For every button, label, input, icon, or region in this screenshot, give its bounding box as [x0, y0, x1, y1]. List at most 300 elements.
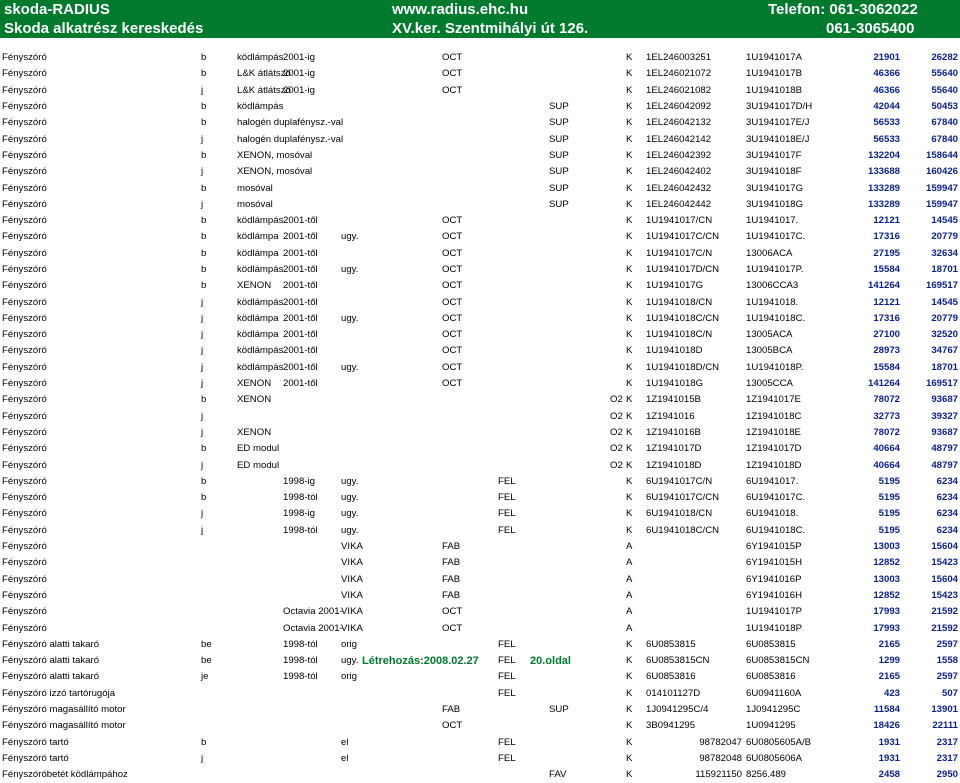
price-gross-cell: 2317	[936, 752, 958, 764]
side-cell: j	[201, 84, 204, 96]
description-cell: ködlámpás	[237, 101, 284, 113]
model-2-cell	[496, 294, 547, 310]
year-cell	[281, 751, 339, 767]
quality-cell	[339, 50, 440, 66]
model-1-cell	[440, 131, 496, 147]
side-cell	[199, 620, 235, 636]
model-2-cell	[496, 572, 547, 588]
price-gross-cell: 160426	[925, 166, 958, 178]
description-cell	[235, 539, 281, 555]
model-4-cell	[608, 262, 624, 278]
part-name-cell: Fényszóró	[2, 361, 47, 373]
model-2-cell	[496, 197, 547, 213]
year-cell	[281, 180, 339, 196]
model-4-cell	[608, 278, 624, 294]
table-row	[0, 425, 960, 441]
model-1-cell	[440, 148, 496, 164]
price-net-cell: 2165	[878, 638, 900, 650]
model-1-cell: OCT	[442, 345, 463, 357]
model-1-cell: OCT	[442, 312, 463, 324]
model-3-cell: FAV	[549, 769, 567, 781]
oem-number-cell: 014101127D	[646, 687, 701, 699]
side-cell: je	[201, 671, 209, 683]
model-2-cell	[496, 115, 547, 131]
price-net-cell: 18426	[873, 720, 900, 732]
model-3-cell	[547, 246, 608, 262]
description-cell: ködlámpás	[237, 52, 284, 64]
description-cell: ködlámpás	[237, 215, 284, 227]
table-row	[0, 278, 960, 294]
description-cell: ködlámpa	[237, 329, 279, 341]
quality-cell	[339, 115, 440, 131]
side-cell: j	[201, 361, 204, 373]
model-4-cell	[608, 343, 624, 359]
year-cell: Octavia 2001-	[283, 622, 343, 634]
description-cell	[235, 620, 281, 636]
table-row	[0, 246, 960, 262]
table-row	[0, 702, 960, 718]
model-1-cell	[440, 637, 496, 653]
model-4-cell: O2	[610, 459, 623, 471]
side-cell: j	[201, 329, 204, 341]
model-3-cell	[547, 572, 608, 588]
oem-number-cell: 6U1941018/CN	[646, 508, 713, 520]
model-2-cell	[496, 99, 547, 115]
quality-cell	[339, 213, 440, 229]
price-net-cell: 5195	[878, 475, 900, 487]
table-row	[0, 50, 960, 66]
part-name-cell: Fényszóró	[2, 475, 47, 487]
price-gross-cell: 32634	[931, 247, 958, 259]
part-number-cell: 1U1941018P	[746, 622, 803, 634]
quality-cell	[339, 376, 440, 392]
description-cell: XENON, mosóval	[237, 149, 313, 161]
part-name-cell: Fényszóró	[2, 524, 47, 536]
quality-cell: VIKA	[341, 573, 363, 585]
part-name-cell: Fényszóró	[2, 166, 47, 178]
model-3-cell	[547, 294, 608, 310]
oem-number-cell: 1U1941017/CN	[646, 215, 713, 227]
model-3-cell	[547, 637, 608, 653]
price-net-cell: 56533	[873, 133, 900, 145]
model-1-cell	[440, 115, 496, 131]
model-1-cell	[440, 751, 496, 767]
model-4-cell	[608, 327, 624, 343]
quality-cell	[339, 180, 440, 196]
year-cell	[281, 572, 339, 588]
model-2-cell	[496, 392, 547, 408]
price-gross-cell: 50453	[931, 101, 958, 113]
quality-cell: orig	[341, 671, 357, 683]
oem-number-cell: 6U0853816	[646, 671, 696, 683]
side-cell: j	[201, 459, 204, 471]
model-2-cell	[496, 441, 547, 457]
price-gross-cell: 169517	[925, 378, 958, 390]
year-cell: 2001-ig	[283, 52, 316, 64]
model-2-cell	[496, 180, 547, 196]
description-cell	[235, 604, 281, 620]
year-cell: 2001-től	[283, 296, 318, 308]
year-cell: 1998-ig	[283, 475, 316, 487]
price-gross-cell: 48797	[931, 459, 958, 471]
part-number-cell: 8256.489	[746, 769, 787, 781]
year-cell	[281, 425, 339, 441]
price-gross-cell: 2950	[936, 769, 958, 781]
part-number-cell: 1U1941018C.	[746, 312, 806, 324]
part-name-cell: Fényszóró	[2, 68, 47, 80]
oem-number-cell: 1U1941018G	[646, 378, 704, 390]
year-cell	[281, 588, 339, 604]
model-4-cell	[608, 83, 624, 99]
address: XV.ker. Szentmihályi út 126.	[392, 20, 589, 37]
oem-number-cell	[644, 572, 744, 588]
model-3-cell	[547, 555, 608, 571]
category-cell: K	[626, 752, 633, 764]
price-gross-cell: 169517	[925, 280, 958, 292]
part-name-cell: Fényszóró	[2, 573, 47, 585]
phone-number: Telefon: 061-3062022	[768, 1, 918, 18]
price-gross-cell: 6234	[936, 524, 958, 536]
category-cell: K	[626, 84, 633, 96]
price-net-cell: 141264	[867, 280, 900, 292]
oem-number-cell: 1U1941018/CN	[646, 296, 713, 308]
model-3-cell	[547, 604, 608, 620]
model-2-cell	[496, 604, 547, 620]
quality-cell: VIKA	[341, 622, 363, 634]
model-2-cell	[496, 376, 547, 392]
quality-cell	[339, 425, 440, 441]
model-2-cell	[496, 229, 547, 245]
price-net-cell: 28973	[873, 345, 900, 357]
table-row	[0, 441, 960, 457]
part-name-cell: Fényszóró	[2, 133, 47, 145]
model-4-cell	[608, 474, 624, 490]
description-cell	[235, 409, 281, 425]
category-cell: K	[626, 198, 633, 210]
description-cell: ED modul	[237, 459, 280, 471]
price-net-cell: 17316	[873, 312, 900, 324]
price-net-cell: 12121	[873, 296, 900, 308]
model-3-cell: SUP	[549, 133, 569, 145]
year-cell	[281, 409, 339, 425]
model-1-cell: OCT	[442, 84, 463, 96]
price-net-cell: 423	[883, 687, 900, 699]
oem-number-cell: 1EL246042432	[646, 182, 712, 194]
side-cell	[199, 539, 235, 555]
price-net-cell: 5195	[878, 508, 900, 520]
price-gross-cell: 55640	[931, 68, 958, 80]
oem-number-cell	[644, 620, 744, 636]
model-3-cell	[547, 83, 608, 99]
website-link[interactable]: www.radius.ehc.hu	[392, 1, 529, 18]
price-net-cell: 27100	[873, 329, 900, 341]
part-number-cell: 6U0853815CN	[746, 655, 810, 667]
price-gross-cell: 18701	[931, 264, 958, 275]
table-row	[0, 718, 960, 734]
side-cell: b	[201, 492, 207, 504]
model-2-cell	[496, 311, 547, 327]
price-net-cell: 17316	[873, 231, 900, 243]
price-net-cell: 2165	[878, 671, 900, 683]
price-net-cell: 32773	[873, 410, 900, 422]
oem-number-cell: 1U1941017G	[646, 280, 704, 292]
part-number-cell: 1U1941018P.	[746, 361, 804, 373]
quality-cell	[339, 718, 440, 734]
category-cell: K	[626, 215, 633, 227]
model-3-cell: SUP	[549, 198, 569, 210]
model-1-cell: OCT	[442, 622, 463, 634]
part-number-cell: 6U0941160A	[746, 687, 802, 699]
oem-number-cell	[644, 604, 744, 620]
category-cell: K	[626, 166, 633, 178]
price-net-cell: 46366	[873, 68, 900, 80]
description-cell: ködlámpás	[237, 264, 284, 275]
side-cell: b	[201, 475, 207, 487]
year-cell	[281, 734, 339, 750]
oem-number-cell: 1EL246042402	[646, 166, 712, 178]
year-cell: 1998-ig	[283, 508, 316, 520]
model-2-cell	[496, 555, 547, 571]
description-cell: ködlámpás	[237, 296, 284, 308]
description-cell: ködlámpa	[237, 312, 279, 324]
side-cell	[199, 718, 235, 734]
price-gross-cell: 55640	[931, 84, 958, 96]
oem-number-cell: 1EL246042142	[646, 133, 712, 145]
company-name: Skoda alkatrész kereskedés	[4, 20, 204, 37]
price-net-cell: 17993	[873, 606, 900, 618]
model-1-cell	[440, 180, 496, 196]
model-2-cell	[496, 262, 547, 278]
year-cell	[281, 718, 339, 734]
table-row	[0, 751, 960, 767]
model-2-cell	[496, 83, 547, 99]
table-row	[0, 767, 960, 783]
category-cell: K	[626, 671, 633, 683]
description-cell	[235, 572, 281, 588]
model-4-cell	[608, 588, 624, 604]
model-4-cell	[608, 50, 624, 66]
price-net-cell: 46366	[873, 84, 900, 96]
model-1-cell	[440, 686, 496, 702]
model-1-cell: OCT	[442, 329, 463, 341]
year-cell: 2001-től	[283, 247, 318, 259]
price-net-cell: 1931	[878, 752, 900, 764]
part-name-cell: Fényszóróbetét ködlámpához	[2, 769, 128, 781]
price-net-cell: 42044	[873, 101, 900, 113]
description-cell: L&K átlátszó	[237, 84, 291, 96]
model-1-cell: OCT	[442, 378, 463, 390]
description-cell	[235, 767, 281, 783]
model-4-cell	[608, 686, 624, 702]
part-number-cell: 6Y1941016H	[746, 589, 803, 601]
model-4-cell	[608, 653, 624, 669]
category-cell: K	[626, 361, 633, 373]
model-4-cell	[608, 213, 624, 229]
table-row	[0, 653, 960, 669]
part-name-cell: Fényszóró	[2, 492, 47, 504]
price-net-cell: 27195	[873, 247, 900, 259]
price-gross-cell: 2597	[936, 671, 958, 683]
oem-number-cell: 1Z1941015B	[646, 394, 701, 406]
part-number-cell: 3U1941018E/J	[746, 133, 810, 145]
year-cell	[281, 539, 339, 555]
year-cell: 1998-tól	[283, 671, 318, 683]
description-cell	[235, 474, 281, 490]
model-1-cell: FAB	[442, 557, 461, 569]
model-3-cell	[547, 523, 608, 539]
model-2-cell: FEL	[498, 524, 516, 536]
year-cell: 1998-tól	[283, 524, 318, 536]
side-cell	[199, 555, 235, 571]
category-cell: K	[626, 345, 633, 357]
part-number-cell: 1U1941018.	[746, 296, 799, 308]
part-name-cell: Fényszóró	[2, 622, 47, 634]
oem-number-cell: 98782047	[699, 736, 742, 748]
table-row	[0, 588, 960, 604]
model-1-cell: OCT	[442, 361, 463, 373]
table-row	[0, 572, 960, 588]
part-name-cell: Fényszóró	[2, 280, 47, 292]
part-number-cell: 3U1941017G	[746, 182, 804, 194]
side-cell: b	[201, 443, 207, 455]
part-name-cell: Fényszóró	[2, 589, 47, 601]
description-cell: ködlámpás	[237, 345, 284, 357]
table-row	[0, 734, 960, 750]
table-row	[0, 457, 960, 473]
model-2-cell	[496, 539, 547, 555]
price-gross-cell: 6234	[936, 492, 958, 504]
oem-number-cell	[644, 539, 744, 555]
model-1-cell: FAB	[442, 573, 461, 585]
table-row	[0, 539, 960, 555]
category-cell: A	[626, 557, 633, 569]
quality-cell: ugy.	[341, 655, 359, 667]
price-gross-cell: 32520	[931, 329, 958, 341]
price-net-cell: 5195	[878, 492, 900, 504]
model-4-cell	[608, 246, 624, 262]
model-3-cell	[547, 506, 608, 522]
quality-cell: orig	[341, 638, 357, 650]
price-gross-cell: 14545	[931, 296, 958, 308]
part-number-cell: 13006ACA	[746, 247, 793, 259]
part-name-cell: Fényszóró alatti takaró	[2, 655, 100, 667]
year-cell: 2001-től	[283, 312, 318, 324]
price-net-cell: 132204	[867, 149, 900, 161]
model-3-cell	[547, 392, 608, 408]
year-cell: Octavia 2001-	[283, 606, 343, 618]
model-4-cell	[608, 360, 624, 376]
category-cell: K	[626, 687, 633, 699]
model-3-cell	[547, 376, 608, 392]
part-name-cell: Fényszóró	[2, 296, 47, 308]
model-4-cell	[608, 99, 624, 115]
price-gross-cell: 158644	[925, 149, 958, 161]
model-2-cell	[496, 620, 547, 636]
category-cell: K	[626, 492, 633, 504]
quality-cell	[339, 66, 440, 82]
model-3-cell	[547, 734, 608, 750]
part-name-cell: Fényszóró	[2, 182, 47, 194]
price-gross-cell: 507	[941, 687, 958, 699]
part-name-cell: Fényszóró	[2, 606, 47, 618]
category-cell: K	[626, 769, 633, 781]
price-gross-cell: 18701	[931, 361, 958, 373]
model-1-cell	[440, 490, 496, 506]
oem-number-cell: 1Z1941018D	[646, 459, 702, 471]
model-3-cell	[547, 686, 608, 702]
part-name-cell: Fényszóró	[2, 345, 47, 357]
price-gross-cell: 159947	[925, 182, 958, 194]
model-3-cell	[547, 360, 608, 376]
side-cell	[199, 588, 235, 604]
price-gross-cell: 2597	[936, 638, 958, 650]
side-cell	[199, 604, 235, 620]
table-row	[0, 637, 960, 653]
table-row	[0, 620, 960, 636]
price-gross-cell: 6234	[936, 475, 958, 487]
model-1-cell	[440, 441, 496, 457]
category-cell: K	[626, 68, 633, 80]
table-row	[0, 66, 960, 82]
price-gross-cell: 20779	[931, 231, 958, 243]
part-name-cell: Fényszóró	[2, 410, 47, 422]
model-2-cell	[496, 588, 547, 604]
part-number-cell: 1Z1941017D	[746, 443, 802, 455]
model-2-cell: FEL	[498, 508, 516, 520]
part-name-cell: Fényszóró	[2, 508, 47, 520]
quality-cell: ugy.	[341, 264, 359, 275]
side-cell: j	[201, 508, 204, 520]
model-4-cell: O2	[610, 410, 623, 422]
table-row	[0, 229, 960, 245]
phone-number-2: 061-3065400	[826, 20, 915, 37]
year-cell: 2001-ig	[283, 68, 316, 80]
model-3-cell	[547, 425, 608, 441]
part-number-cell: 3U1941017F	[746, 149, 802, 161]
category-cell: K	[626, 329, 633, 341]
part-number-cell: 6U0853815	[746, 638, 796, 650]
model-1-cell: OCT	[442, 280, 463, 292]
price-gross-cell: 21592	[931, 622, 958, 634]
model-1-cell: OCT	[442, 264, 463, 275]
side-cell	[199, 686, 235, 702]
model-4-cell	[608, 197, 624, 213]
category-cell: K	[626, 117, 633, 129]
quality-cell: ugy.	[341, 508, 359, 520]
category-cell: K	[626, 378, 633, 390]
model-4-cell	[608, 637, 624, 653]
part-number-cell: 1Z1941018D	[746, 459, 802, 471]
year-cell: 2001-től	[283, 378, 318, 390]
model-2-cell	[496, 50, 547, 66]
part-number-cell: 3U1941018F	[746, 166, 802, 178]
quality-cell	[339, 343, 440, 359]
side-cell: b	[201, 264, 207, 275]
category-cell: K	[626, 508, 633, 520]
part-number-cell: 6U0805606A	[746, 752, 803, 764]
model-3-cell: SUP	[549, 704, 569, 716]
price-net-cell: 56533	[873, 117, 900, 129]
price-gross-cell: 21592	[931, 606, 958, 618]
model-2-cell: FEL	[498, 475, 516, 487]
part-name-cell: Fényszóró	[2, 247, 47, 259]
side-cell: b	[201, 68, 207, 80]
table-row	[0, 392, 960, 408]
model-2-cell: FEL	[498, 492, 516, 504]
side-cell: b	[201, 101, 207, 113]
part-name-cell: Fényszóró magasállító motor	[2, 720, 126, 732]
category-cell: K	[626, 231, 633, 243]
